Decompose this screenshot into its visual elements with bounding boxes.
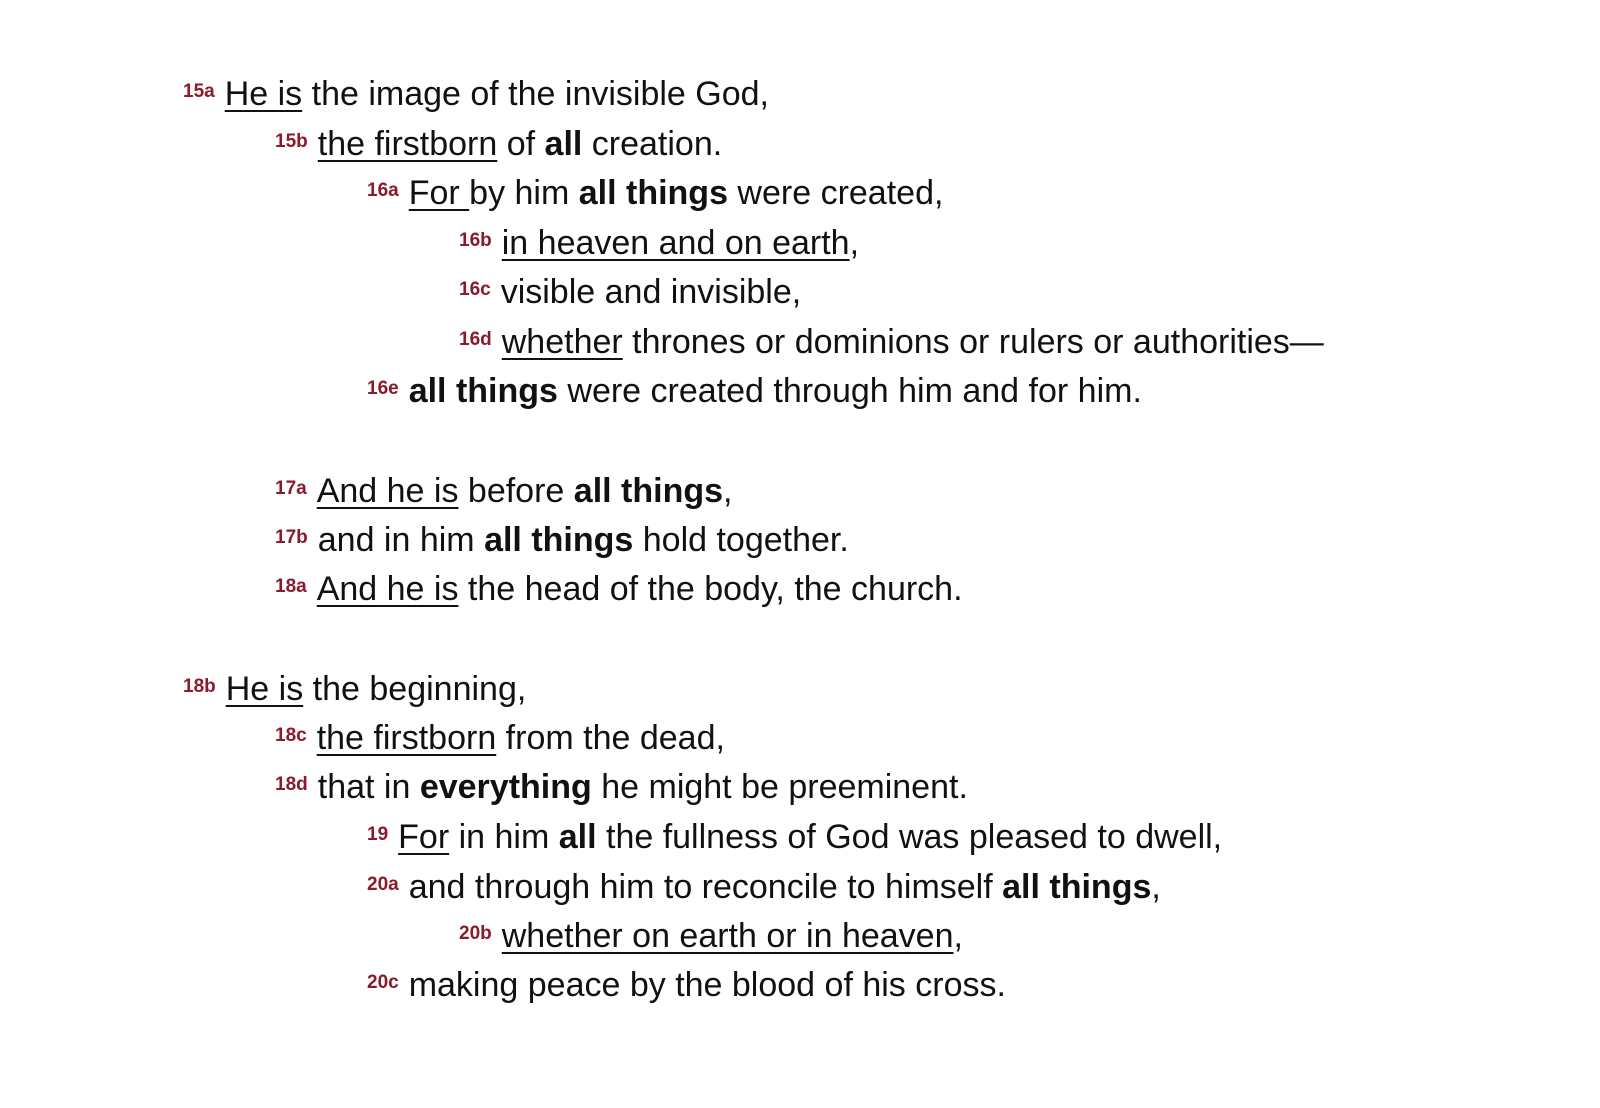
verse-number: 17a: [275, 478, 307, 499]
verse-line-15a: [183, 74, 769, 114]
verse-line-20c: [367, 965, 1006, 1005]
verse-text: from the dead,: [496, 719, 725, 757]
verse-number: 16b: [459, 230, 492, 251]
verse-text: ,: [953, 917, 963, 955]
verse-number: 17b: [275, 527, 308, 548]
verse-line-16e: [367, 371, 1142, 411]
verse-line-17a: [275, 471, 732, 511]
verse-number: 16a: [367, 180, 399, 201]
verse-text: of: [497, 125, 545, 163]
underlined-phrase: the firstborn: [317, 125, 498, 163]
verse-text: the head of the body, the church.: [458, 570, 963, 608]
verse-text: ,: [1151, 868, 1161, 906]
verse-number: 20a: [367, 874, 399, 895]
underlined-phrase: For: [398, 818, 450, 856]
underlined-phrase: He is: [225, 670, 304, 708]
verse-number: 16c: [459, 279, 491, 300]
verse-text: were created through him and for him.: [557, 372, 1142, 410]
verse-text: he might be preeminent.: [591, 768, 968, 806]
verse-line-17b: [275, 520, 849, 560]
verse-number: 16d: [459, 329, 492, 350]
verse-number: 15b: [275, 131, 308, 152]
bold-phrase: all: [558, 818, 597, 856]
underlined-phrase: whether: [501, 323, 623, 361]
bold-phrase: all things: [408, 372, 558, 410]
bold-phrase: everything: [419, 768, 592, 806]
verse-text: thrones or dominions or rulers or authorities—: [622, 323, 1324, 361]
verse-line-15b: [275, 124, 722, 164]
verse-line-16d: [459, 322, 1324, 362]
bold-phrase: all things: [573, 472, 724, 510]
underlined-phrase: And he is: [316, 570, 459, 608]
bold-phrase: all things: [578, 174, 728, 212]
bold-phrase: all things: [1002, 868, 1152, 906]
verse-text: hold together.: [633, 521, 849, 559]
underlined-phrase: whether on earth or in heaven: [501, 917, 954, 955]
verse-text: before: [458, 472, 574, 510]
underlined-phrase: in heaven and on earth: [501, 224, 850, 262]
verse-line-20b: [459, 916, 963, 956]
verse-text: that in: [317, 768, 420, 806]
verse-line-18c: [275, 718, 725, 758]
verse-number: 15a: [183, 81, 215, 102]
verse-line-18a: [275, 569, 963, 609]
verse-line-16b: [459, 223, 859, 263]
verse-line-18b: [183, 669, 526, 709]
verse-line-19: [367, 817, 1222, 857]
verse-number: 19: [367, 824, 389, 845]
verse-line-18d: [275, 767, 968, 807]
verse-number: 18a: [275, 576, 307, 597]
underlined-phrase: For: [408, 174, 470, 212]
underlined-phrase: He is: [224, 75, 303, 113]
verse-text: the image of the invisible God,: [302, 75, 769, 113]
verse-text: making peace by the blood of his cross.: [408, 966, 1006, 1004]
verse-line-20a: [367, 867, 1161, 907]
underlined-phrase: And he is: [316, 472, 459, 510]
verse-text: and in him: [317, 521, 485, 559]
verse-number: 20b: [459, 923, 492, 944]
verse-text: visible and invisible,: [500, 273, 802, 311]
verse-text: were created,: [727, 174, 944, 212]
verse-text: by him: [469, 174, 579, 212]
verse-number: 18c: [275, 725, 307, 746]
verse-number: 18b: [183, 676, 216, 697]
verse-number: 16e: [367, 378, 399, 399]
verse-line-16a: [367, 173, 943, 213]
verse-number: 20c: [367, 972, 399, 993]
verse-text: the beginning,: [303, 670, 527, 708]
bold-phrase: all things: [484, 521, 634, 559]
underlined-phrase: the firstborn: [316, 719, 497, 757]
bold-phrase: all: [544, 125, 583, 163]
verse-text: in him: [449, 818, 559, 856]
verse-text: the fullness of God was pleased to dwell,: [596, 818, 1223, 856]
verse-line-16c: [459, 272, 801, 312]
verse-text: ,: [849, 224, 860, 262]
verse-text: creation.: [582, 125, 723, 163]
verse-text: and through him to reconcile to himself: [408, 868, 1003, 906]
verse-text: ,: [723, 472, 733, 510]
verse-number: 18d: [275, 774, 308, 795]
